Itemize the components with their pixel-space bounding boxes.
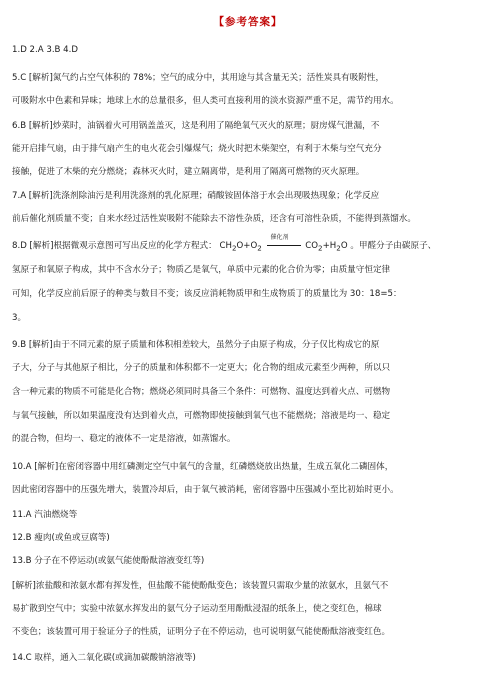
reaction-arrow xyxy=(267,245,301,246)
answer-line: 前后催化剂质量不变；自来水经过活性炭吸附不能除去不溶性杂质，还含有可溶性杂质，不能得到蒸馏水。 xyxy=(12,214,416,224)
answer-line: 5.C [解析]氮气约占空气体积的 78%；空气的成分中，其用途与其含量无关；活性炭具有吸附性， xyxy=(12,73,385,83)
answer-line: 6.B [解析]炒菜时，油锅着火可用锅盖盖灭，这是利用了隔绝氧气灭火的原理；厨房煤气泄漏，不 xyxy=(12,121,380,131)
answer-line: 3。 xyxy=(12,313,27,323)
answer-line: 的混合物，但均一、稳定的液体不一定是溶液，如蒸馏水。 xyxy=(12,434,236,444)
answer-line: 7.A [解析]洗涤剂除油污是利用洗涤剂的乳化原理；硝酸铵固体溶于水会出现吸热现象；化学反应 xyxy=(12,191,380,201)
answer-line: 9.B [解析]由于不同元素的原子质量和体积相差较大，虽然分子由原子构成，分子仅比构成它的原 xyxy=(12,340,380,350)
answer-line: 14.C 取样，通入二氧化碳(或滴加碳酸钠溶液等) xyxy=(12,653,196,663)
answer-line: 可知，化学反应前后原子的种类与数目不变；该反应消耗物质甲和生成物质丁的质量比为 30：18=5： xyxy=(12,289,402,299)
answer-line: 12.B 瘦肉(或鱼或豆腐等) xyxy=(12,533,110,543)
answer-line: 接触，促进了木柴的充分燃烧；森林灭火时，建立隔离带，是利用了隔离可燃物的灭火原理。 xyxy=(12,167,365,177)
answer-line: 。甲醛分子由碳原子、 xyxy=(350,241,437,251)
page-title: 【参考答案】 xyxy=(213,16,283,28)
answer-line: 与氧气接触，所以如果温度没有达到着火点，可燃物即使接触到氧气也不能燃烧；溶液是均一、稳定 xyxy=(12,411,391,421)
answer-line: 8.D [解析]根据微观示意图可写出反应的化学方程式： xyxy=(12,241,217,251)
answer-line: 含一种元素的物质不可能是化合物；燃烧必须同时具备三个条件：可燃物、温度达到着火点、可燃物 xyxy=(12,387,391,397)
answer-line: 13.B 分子在不停运动(或氨气能使酚酞溶液变红等) xyxy=(12,556,205,566)
chemical-equation: $CH_2O+O_2$ 催化剂 $CO_2+H_2O$ xyxy=(219,234,348,253)
answer-line: 能开启排气扇，由于排气扇产生的电火花会引爆煤气；烧火时把木柴架空，有利于木柴与空气充分 xyxy=(12,144,382,154)
answer-line: 可吸附水中色素和异味；地球上水的总量很多，但人类可直接利用的淡水资源严重不足，需节约用水。 xyxy=(12,96,399,106)
answer-line: 1.D 2.A 3.B 4.D xyxy=(12,45,79,55)
answer-line: 不变色；该装置可用于验证分子的性质，证明分子在不停运动，也可说明氨气能使酚酞溶液变红色。 xyxy=(12,627,391,637)
answer-line: 子大，分子与其他原子相比，分子的质量和体积都不一定更大；化合物的组成元素至少两种，所以只 xyxy=(12,363,391,373)
answer-line-equation xyxy=(12,234,486,255)
answer-line: 氢原子和氧原子构成，其中不含水分子；物质乙是氧气，单质中元素的化合价为零；由质量守恒定律 xyxy=(12,265,391,275)
answer-line: [解析]浓盐酸和浓氨水都有挥发性，但盐酸不能使酚酞变色；该装置只需取少量的浓氨水，且氨气不 xyxy=(12,581,389,591)
catalyst-label: 催化剂 xyxy=(270,234,289,241)
answer-line: 10.A [解析]在密闭容器中用红磷测定空气中氧气的含量，红磷燃烧放出热量，生成五氧化二磷固体， xyxy=(12,462,394,472)
answer-line: 11.A 汽油燃烧等 xyxy=(12,510,78,520)
answer-line: 因此密闭容器中的压强先增大，装置冷却后，由于氧气被消耗，密闭容器中压强减小至比初始时更小。 xyxy=(12,485,399,495)
answer-line: 易扩散到空气中；实验中浓氨水挥发出的氨气分子运动至用酚酞浸湿的纸条上，使之变红色，棉球 xyxy=(12,604,382,614)
